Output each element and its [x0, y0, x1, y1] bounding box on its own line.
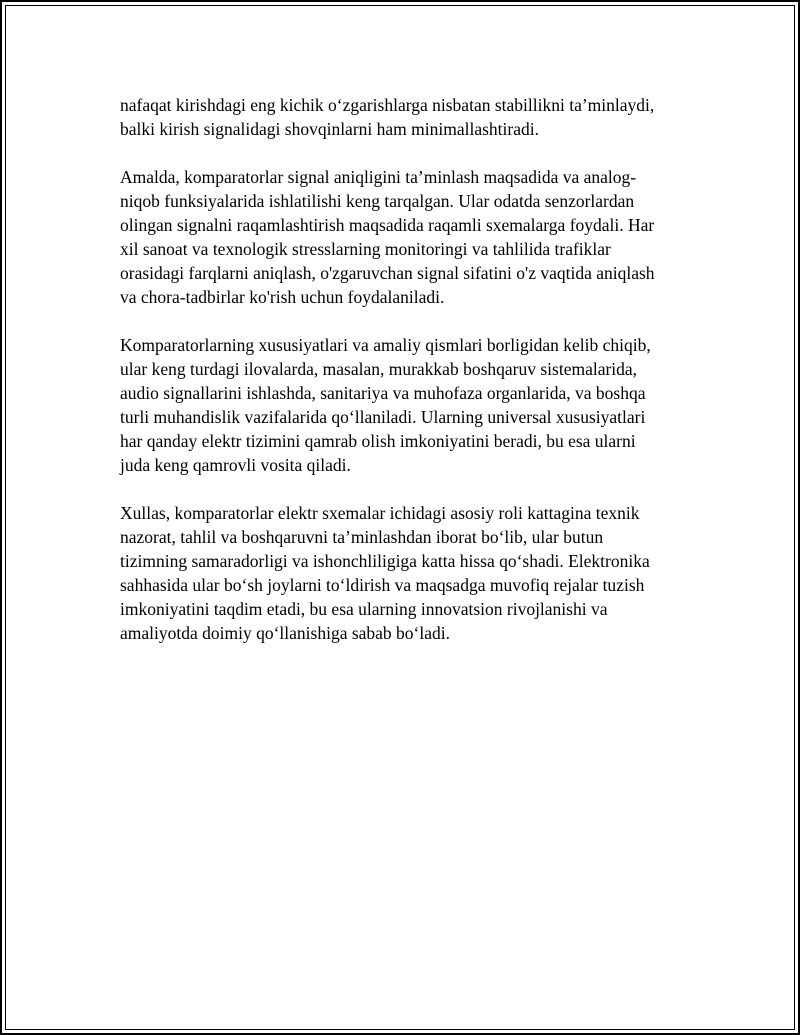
text-line: balki kirish signalidagi shovqinlarni ham minimallashtiradi.: [120, 119, 539, 139]
text-line: Komparatorlarning xususiyatlari va amaliy qismlari borligidan kelib chiqib,: [120, 335, 651, 355]
text-line: nazorat, tahlil va boshqaruvni ta’minlashdan iborat bo‘lib, ular butun: [120, 527, 604, 547]
text-line: va chora-tadbirlar ko'rish uchun foydalaniladi.: [120, 287, 445, 307]
text-line: audio signallarini ishlashda, sanitariya va muhofaza organlarida, va boshqa: [120, 383, 646, 403]
paragraph-1: [120, 93, 700, 141]
text-line: tizimning samaradorligi va ishonchliligiga katta hissa qo‘shadi. Elektronika: [120, 551, 650, 571]
text-line: juda keng qamrovli vosita qiladi.: [120, 455, 351, 475]
text-line: olingan signalni raqamlashtirish maqsadida raqamli sxemalarga foydali. Har: [120, 215, 655, 235]
text-line: nafaqat kirishdagi eng kichik o‘zgarishlarga nisbatan stabillikni ta’minlaydi,: [120, 95, 655, 115]
text-line: ular keng turdagi ilovalarda, masalan, murakkab boshqaruv sistemalarida,: [120, 359, 638, 379]
text-line: sahhasida ular bo‘sh joylarni to‘ldirish va maqsadga muvofiq rejalar tuzish: [120, 575, 645, 595]
text-line: turli muhandislik vazifalarida qo‘llaniladi. Ularning universal xususiyatlari: [120, 407, 646, 427]
text-line: Xullas, komparatorlar elektr sxemalar ichidagi asosiy roli kattagina texnik: [120, 503, 640, 523]
paragraph-4: [120, 501, 700, 645]
text-line: har qanday elektr tizimini qamrab olish imkoniyatini beradi, bu esa ularni: [120, 431, 636, 451]
text-line: niqob funksiyalarida ishlatilishi keng tarqalgan. Ular odatda senzorlardan: [120, 191, 635, 211]
document-body: [120, 93, 700, 669]
paragraph-3: [120, 333, 700, 477]
text-line: amaliyotda doimiy qo‘llanishiga sabab bo‘ladi.: [120, 623, 450, 643]
paragraph-2: [120, 165, 700, 309]
text-line: orasidagi farqlarni aniqlash, o'zgaruvchan signal sifatini o'z vaqtida aniqlash: [120, 263, 655, 283]
text-line: xil sanoat va texnologik stresslarning monitoringi va tahlilida trafiklar: [120, 239, 611, 259]
text-line: imkoniyatini taqdim etadi, bu esa ularning innovatsion rivojlanishi va: [120, 599, 608, 619]
text-line: Amalda, komparatorlar signal aniqligini ta’minlash maqsadida va analog-: [120, 167, 637, 187]
